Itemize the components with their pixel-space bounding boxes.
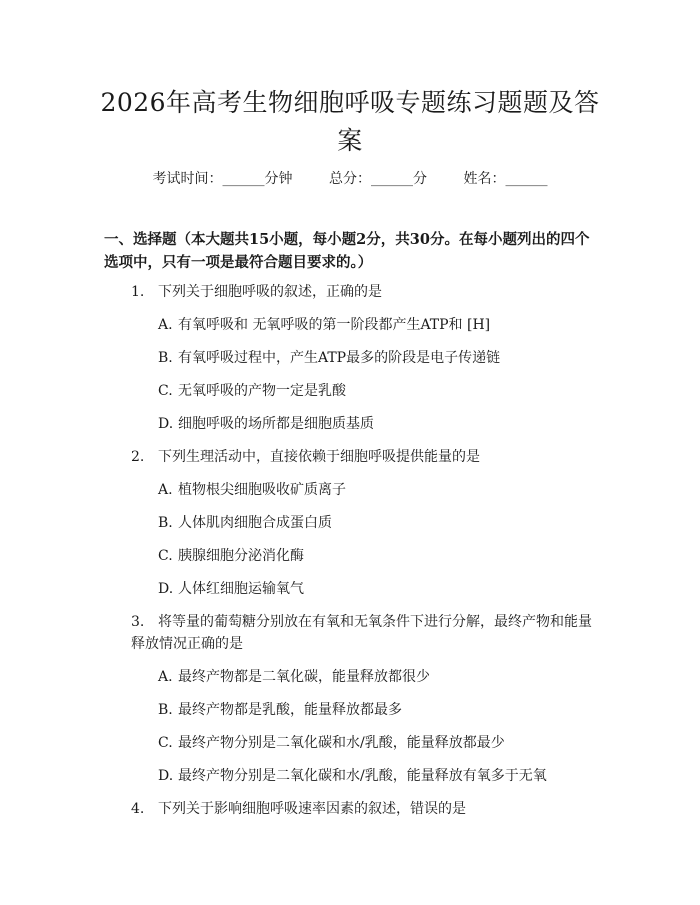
question-4 [131,798,466,820]
question-1 [131,281,382,303]
score-field: 总分：______分 [329,171,427,187]
option-3d [158,765,547,787]
question-number: 4. [131,801,145,817]
option-key: A. [158,482,173,498]
option-text: 有氧呼吸和 无氧呼吸的第一阶段都产生ATP和 [H] [178,317,491,333]
option-key: C. [158,383,173,399]
option-text: 人体肌肉细胞合成蛋白质 [178,515,332,531]
option-text: 人体红细胞运输氧气 [178,581,304,597]
option-key: B. [158,702,173,718]
option-key: A. [158,317,173,333]
option-text: 胰腺细胞分泌消化酶 [178,548,304,564]
time-field: 考试时间：______分钟 [152,171,293,187]
option-key: D. [158,768,174,784]
name-field: 姓名：______ [463,171,548,187]
option-1a [158,314,490,336]
option-key: D. [158,416,174,432]
option-key: D. [158,581,174,597]
option-text: 最终产物分别是二氧化碳和水/乳酸，能量释放有氧多于无氧 [178,768,547,784]
option-3a [158,666,430,688]
option-1d [158,413,374,435]
option-text: 细胞呼吸的场所都是细胞质基质 [178,416,374,432]
option-text: 最终产物分别是二氧化碳和水/乳酸，能量释放都最少 [178,735,505,751]
question-text: 下列关于细胞呼吸的叙述，正确的是 [158,284,382,300]
question-text: 下列关于影响细胞呼吸速率因素的叙述，错误的是 [158,801,466,817]
question-2 [131,446,480,468]
question-text: 将等量的葡萄糖分别放在有氧和无氧条件下进行分解，最终产物和能量释放情况正确的是 [131,614,592,652]
option-2d [158,578,304,600]
option-2c [158,545,304,567]
question-text: 下列生理活动中，直接依赖于细胞呼吸提供能量的是 [158,449,480,465]
option-2a [158,479,346,501]
option-key: B. [158,350,173,366]
page-title: 2026年高考生物细胞呼吸专题练习题题及答案 [100,88,600,155]
exam-meta [0,168,700,188]
option-1b [158,347,500,369]
option-key: B. [158,515,173,531]
question-3 [131,611,605,655]
option-text: 无氧呼吸的产物一定是乳酸 [178,383,346,399]
option-key: A. [158,669,173,685]
section-heading: 一、选择题（本大题共15小题，每小题2分，共30分。在每小题列出的四个选项中，只有一项是最符合题目要求的。） [104,231,590,271]
option-key: C. [158,735,173,751]
option-1c [158,380,346,402]
question-number: 1. [131,284,145,300]
option-text: 最终产物都是乳酸，能量释放都最多 [178,702,402,718]
option-2b [158,512,332,534]
question-number: 3. [131,614,145,630]
option-key: C. [158,548,173,564]
option-text: 有氧呼吸过程中，产生ATP最多的阶段是电子传递链 [178,350,501,366]
option-text: 植物根尖细胞吸收矿质离子 [178,482,346,498]
option-3c [158,732,505,754]
option-3b [158,699,402,721]
option-text: 最终产物都是二氧化碳，能量释放都很少 [178,669,430,685]
question-number: 2. [131,449,145,465]
